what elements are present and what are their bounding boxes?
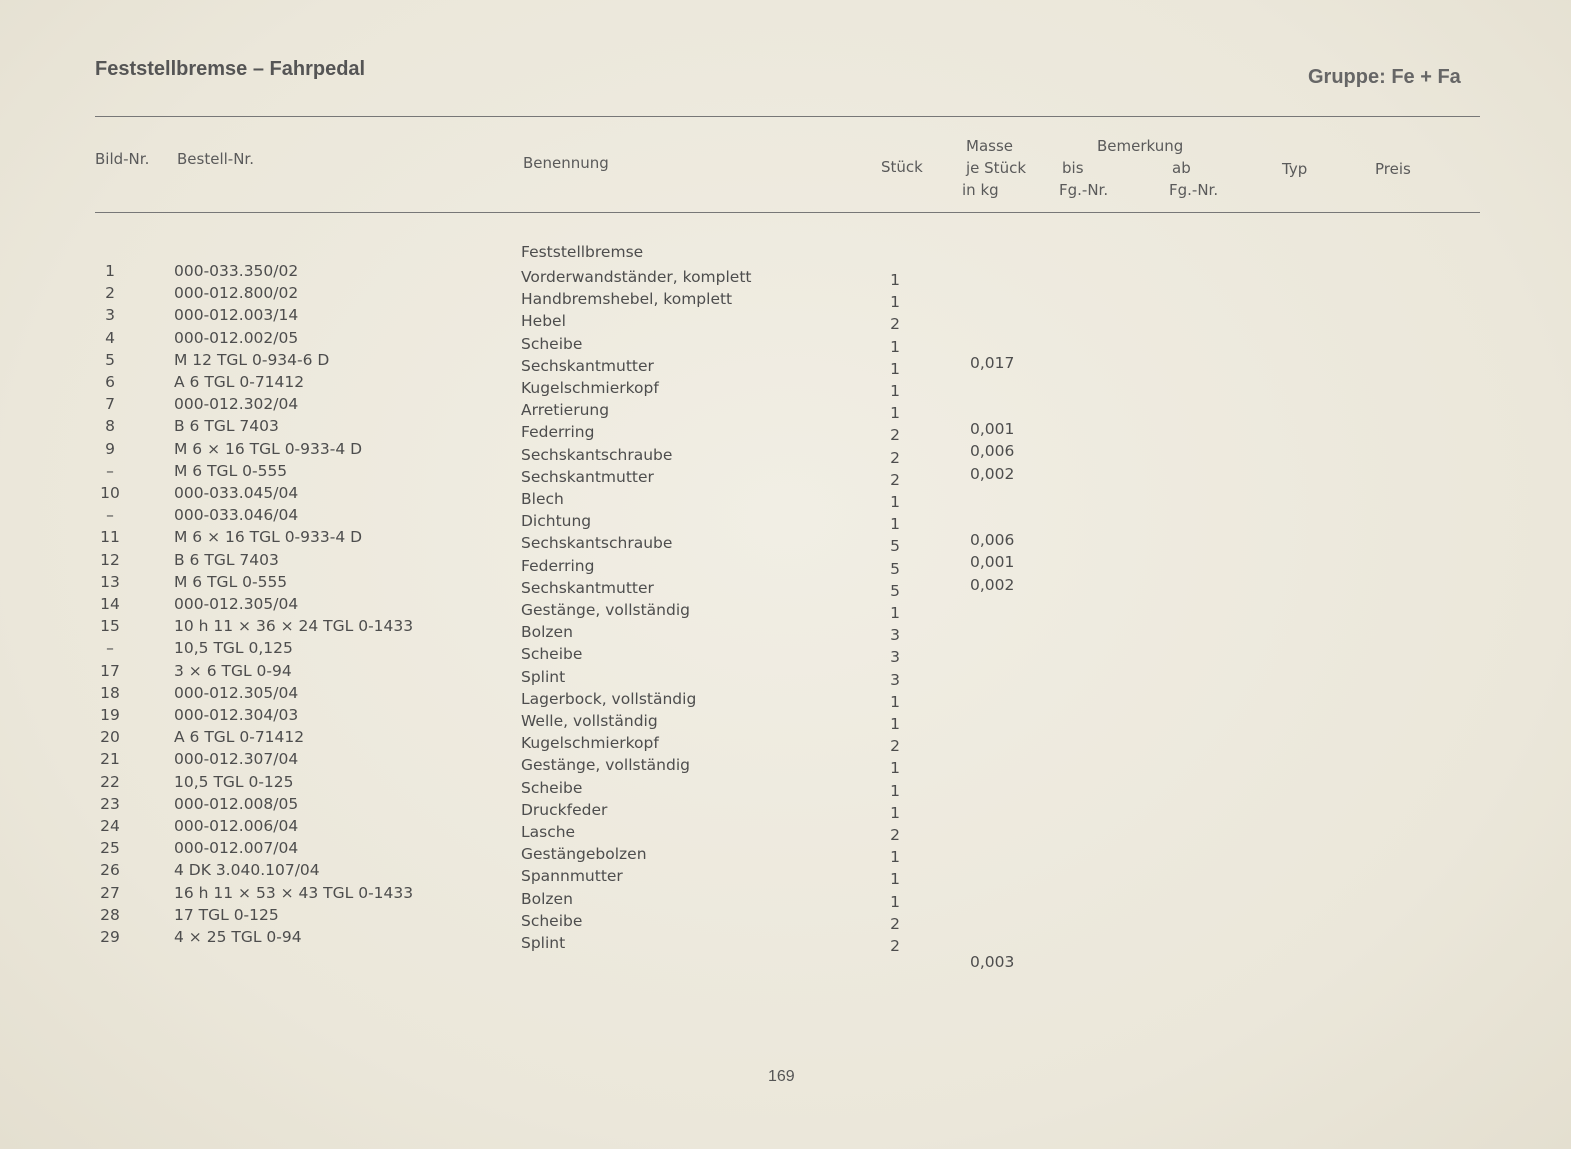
- col-header-preis: Preis: [1375, 160, 1411, 178]
- col-header-bemerkung: Bemerkung: [1097, 137, 1184, 155]
- table-cell-bild: 1: [105, 262, 115, 280]
- table-cell-bild: 8: [105, 417, 115, 436]
- table-cell-benennung: Handbremshebel, komplett: [521, 290, 733, 309]
- table-cell-benennung: Gestänge, vollständig: [521, 601, 690, 619]
- table-cell-benennung: Gestängebolzen: [521, 845, 647, 864]
- table-cell-benennung: Scheibe: [521, 645, 583, 664]
- col-header-masse-3: in kg: [962, 181, 999, 199]
- table-cell-benennung: Lagerbock, vollständig: [521, 689, 697, 708]
- table-cell-bild: 25: [100, 839, 120, 858]
- table-cell-benennung: Blech: [521, 490, 564, 508]
- table-cell-stueck: 1: [890, 293, 900, 312]
- table-cell-bild: 24: [100, 817, 120, 835]
- table-cell-bild: 5: [105, 350, 115, 369]
- table-cell-bestell: 000-033.046/04: [174, 506, 299, 525]
- table-cell-stueck: 1: [890, 715, 900, 733]
- table-cell-bestell: 000-012.302/04: [174, 395, 299, 414]
- table-cell-stueck: 2: [890, 448, 900, 467]
- table-cell-benennung: Spannmutter: [521, 867, 623, 886]
- table-cell-benennung: Scheibe: [521, 911, 583, 930]
- table-cell-benennung: Hebel: [521, 312, 566, 331]
- table-cell-benennung: Arretierung: [521, 401, 610, 420]
- table-cell-benennung: Scheibe: [521, 778, 583, 797]
- table-cell-bild: –: [106, 639, 114, 658]
- table-cell-stueck: 3: [890, 626, 900, 645]
- table-cell-bestell: A 6 TGL 0-71412: [174, 373, 305, 391]
- col-header-ab-fg: Fg.-Nr.: [1169, 181, 1219, 199]
- table-cell-masse: 0,003: [970, 953, 1015, 971]
- table-cell-stueck: 1: [890, 604, 900, 622]
- table-cell-stueck: 1: [890, 382, 900, 400]
- table-cell-bild: 6: [105, 373, 115, 391]
- table-cell-bestell: 10,5 TGL 0-125: [174, 772, 294, 791]
- table-cell-masse: 0,006: [970, 442, 1015, 461]
- table-cell-bild: 17: [100, 661, 120, 680]
- table-cell-stueck: 1: [890, 359, 900, 378]
- table-cell-bild: 20: [100, 728, 120, 747]
- table-cell-bild: 15: [100, 617, 120, 636]
- table-cell-stueck: 1: [890, 892, 900, 911]
- col-header-bild: Bild-Nr.: [95, 150, 150, 168]
- table-cell-benennung: Sechskantmutter: [521, 356, 654, 375]
- table-cell-masse: 0,001: [970, 420, 1015, 439]
- table-cell-benennung: Vorderwandständer, komplett: [521, 268, 752, 286]
- table-cell-benennung: Scheibe: [521, 334, 583, 353]
- table-cell-bestell: 000-033.350/02: [174, 262, 299, 280]
- table-cell-bild: 14: [100, 595, 120, 613]
- table-cell-bild: 2: [105, 284, 115, 303]
- table-cell-benennung: Sechskantschraube: [521, 534, 673, 553]
- table-cell-bestell: 4 DK 3.040.107/04: [174, 861, 320, 880]
- table-cell-stueck: 1: [890, 404, 900, 423]
- table-cell-bestell: 000-012.002/05: [174, 328, 299, 347]
- table-cell-benennung: Federring: [521, 556, 595, 575]
- table-cell-bestell: M 6 TGL 0-555: [174, 461, 288, 480]
- group-label: Gruppe: Fe + Fa: [1308, 66, 1461, 88]
- header-rule-bottom: [95, 212, 1480, 213]
- table-cell-bestell: 16 h 11 × 53 × 43 TGL 0-1433: [174, 883, 414, 902]
- table-cell-bild: 13: [100, 572, 120, 591]
- table-cell-stueck: 1: [890, 692, 900, 711]
- table-cell-bild: –: [106, 461, 114, 480]
- table-cell-bestell: 000-012.304/03: [174, 706, 299, 724]
- table-cell-benennung: Druckfeder: [521, 800, 608, 819]
- table-cell-stueck: 5: [890, 537, 900, 556]
- table-cell-benennung: Lasche: [521, 823, 576, 841]
- table-cell-bestell: 000-012.006/04: [174, 817, 299, 835]
- table-cell-stueck: 1: [890, 848, 900, 867]
- table-cell-bestell: 4 × 25 TGL 0-94: [174, 928, 302, 946]
- table-cell-bild: 12: [100, 550, 120, 569]
- table-cell-stueck: 3: [890, 648, 900, 667]
- table-cell-stueck: 2: [890, 826, 900, 844]
- table-cell-stueck: 1: [890, 759, 900, 778]
- table-cell-bestell: A 6 TGL 0-71412: [174, 728, 305, 747]
- page-number: 169: [768, 1068, 795, 1085]
- table-cell-bestell: B 6 TGL 7403: [174, 417, 279, 436]
- table-cell-bild: 29: [100, 928, 120, 946]
- table-cell-masse: 0,006: [970, 531, 1015, 550]
- table-cell-stueck: 1: [890, 515, 900, 534]
- col-header-masse-2: je Stück: [966, 159, 1027, 177]
- table-cell-stueck: 2: [890, 315, 900, 334]
- table-cell-bestell: 17 TGL 0-125: [174, 905, 279, 924]
- table-cell-stueck: 1: [890, 803, 900, 822]
- table-cell-bestell: M 6 × 16 TGL 0-933-4 D: [174, 439, 363, 458]
- table-cell-masse: 0,002: [970, 464, 1015, 483]
- table-cell-bestell: 000-012.305/04: [174, 683, 299, 702]
- table-cell-bild: –: [106, 506, 114, 525]
- table-cell-benennung: Sechskantmutter: [521, 467, 654, 486]
- table-cell-stueck: 1: [890, 870, 900, 889]
- table-cell-stueck: 3: [890, 670, 900, 689]
- table-cell-benennung: Splint: [521, 934, 566, 952]
- table-cell-masse: 0,002: [970, 575, 1015, 594]
- table-cell-bestell: 000-012.003/14: [174, 306, 299, 325]
- table-cell-bestell: 000-012.307/04: [174, 750, 299, 769]
- table-cell-bild: 21: [100, 750, 120, 769]
- table-cell-stueck: 1: [890, 493, 900, 511]
- table-cell-benennung: Kugelschmierkopf: [521, 734, 659, 753]
- table-cell-bild: 23: [100, 794, 120, 813]
- table-cell-bild: 22: [100, 772, 120, 791]
- table-cell-masse: 0,017: [970, 353, 1015, 372]
- table-cell-bild: 7: [105, 395, 115, 414]
- col-header-ab: ab: [1172, 159, 1191, 177]
- table-cell-bestell: 10,5 TGL 0,125: [174, 639, 293, 658]
- table-cell-benennung: Gestänge, vollständig: [521, 756, 690, 775]
- table-cell-stueck: 1: [890, 271, 900, 289]
- table-cell-bestell: M 6 × 16 TGL 0-933-4 D: [174, 528, 363, 547]
- table-cell-benennung: Welle, vollständig: [521, 712, 658, 730]
- col-header-bis-fg: Fg.-Nr.: [1059, 181, 1109, 199]
- table-cell-stueck: 2: [890, 426, 900, 445]
- col-header-bis: bis: [1062, 159, 1084, 177]
- page-title: Feststellbremse – Fahrpedal: [95, 58, 366, 80]
- table-cell-bild: 3: [105, 306, 115, 325]
- table-cell-masse: 0,001: [970, 553, 1015, 572]
- table-cell-stueck: 2: [890, 470, 900, 489]
- table-cell-stueck: 2: [890, 914, 900, 933]
- table-cell-bestell: 000-012.007/04: [174, 839, 299, 858]
- table-cell-benennung: Bolzen: [521, 889, 573, 908]
- table-cell-bestell: 10 h 11 × 36 × 24 TGL 0-1433: [174, 617, 414, 636]
- table-cell-benennung: Splint: [521, 667, 566, 686]
- table-cell-stueck: 2: [890, 937, 900, 955]
- table-cell-bestell: 000-012.008/05: [174, 794, 299, 813]
- table-cell-bestell: 3 × 6 TGL 0-94: [174, 661, 292, 680]
- table-cell-bild: 11: [100, 528, 120, 547]
- section-heading: Feststellbremse: [521, 243, 644, 261]
- header-rule-top: [95, 116, 1480, 117]
- table-cell-bestell: 000-012.800/02: [174, 284, 299, 303]
- table-cell-benennung: Bolzen: [521, 623, 573, 642]
- table-cell-bestell: M 6 TGL 0-555: [174, 572, 288, 591]
- table-cell-bestell: B 6 TGL 7403: [174, 550, 279, 569]
- col-header-stueck: Stück: [881, 158, 923, 176]
- table-cell-stueck: 2: [890, 737, 900, 756]
- table-cell-benennung: Dichtung: [521, 512, 592, 531]
- table-cell-stueck: 1: [890, 781, 900, 800]
- table-cell-bestell: M 12 TGL 0-934-6 D: [174, 350, 330, 369]
- col-header-benennung: Benennung: [523, 154, 609, 172]
- table-cell-bild: 18: [100, 683, 120, 702]
- col-header-typ: Typ: [1282, 160, 1308, 178]
- table-cell-benennung: Sechskantschraube: [521, 445, 673, 464]
- table-cell-bild: 28: [100, 905, 120, 924]
- table-cell-benennung: Kugelschmierkopf: [521, 379, 659, 397]
- table-cell-benennung: Sechskantmutter: [521, 578, 654, 597]
- table-cell-bestell: 000-012.305/04: [174, 595, 299, 613]
- table-cell-benennung: Federring: [521, 423, 595, 442]
- table-cell-bild: 9: [105, 439, 115, 458]
- col-header-masse-1: Masse: [966, 137, 1013, 155]
- table-cell-stueck: 5: [890, 559, 900, 578]
- table-cell-bild: 26: [100, 861, 120, 880]
- table-cell-bild: 10: [100, 484, 120, 502]
- col-header-bestell: Bestell-Nr.: [177, 150, 254, 168]
- table-cell-bestell: 000-033.045/04: [174, 484, 299, 502]
- table-cell-bild: 19: [100, 706, 120, 724]
- table-cell-bild: 27: [100, 883, 120, 902]
- table-cell-bild: 4: [105, 328, 115, 347]
- table-cell-stueck: 5: [890, 581, 900, 600]
- table-cell-stueck: 1: [890, 337, 900, 356]
